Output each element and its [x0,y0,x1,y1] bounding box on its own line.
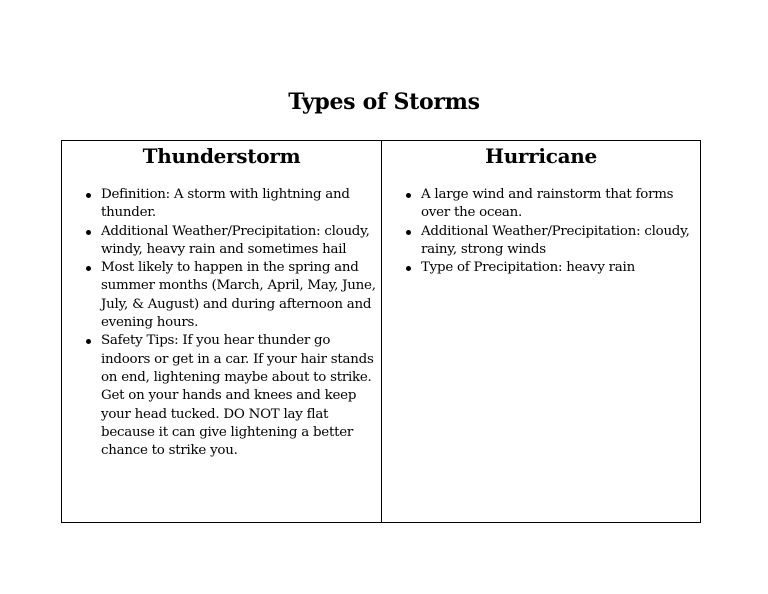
hurricane-heading: Hurricane [485,144,597,168]
list-item: Additional Weather/Precipitation: cloudy, rainy, strong winds [382,223,700,260]
storm-comparison-table [61,140,701,523]
list-item: Definition: A storm with lightning and thunder. [62,186,381,223]
list-item: A large wind and rainstorm that forms over the ocean. [382,186,700,223]
thunderstorm-heading: Thunderstorm [142,144,301,168]
hurricane-column [381,141,700,522]
page-title: Types of Storms [288,89,480,115]
thunderstorm-column [62,141,381,522]
thunderstorm-bullet-list [62,186,381,460]
hurricane-bullet-list [382,186,700,277]
list-item: Type of Precipitation: heavy rain [382,259,700,277]
list-item: Safety Tips: If you hear thunder go indoors or get in a car. If your hair stands on end, lightening maybe about to strike. Get on your hands and knees and keep your head tucked. DO NOT lay flat because it can give lightening a better chance to strike you. [62,332,381,460]
list-item: Additional Weather/Precipitation: cloudy, windy, heavy rain and sometimes hail [62,223,381,260]
list-item: Most likely to happen in the spring and summer months (March, April, May, June, July, & August) and during afternoon and evening hours. [62,259,381,332]
